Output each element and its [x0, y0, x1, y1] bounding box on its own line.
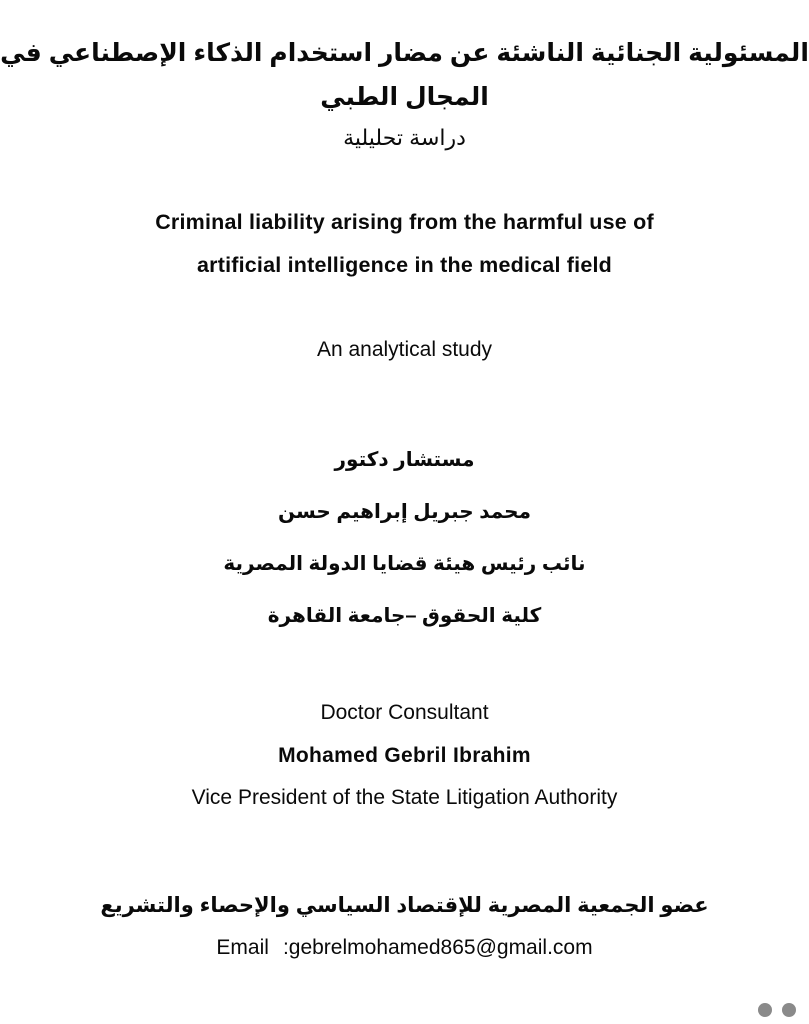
arabic-author-role: نائب رئيس هيئة قضايا الدولة المصرية: [223, 553, 586, 575]
english-author-role: Vice President of the State Litigation Authority: [191, 786, 618, 809]
arabic-title-line-2: المجال الطبي: [320, 83, 489, 111]
page-dot-2-icon[interactable]: [782, 1003, 796, 1017]
english-title-line-2: artificial intelligence in the medical field: [196, 253, 613, 277]
page-dot-1-icon[interactable]: [758, 1003, 772, 1017]
arabic-membership: عضو الجمعية المصرية للإقتصاد السياسي والإحصاء والتشريع: [100, 894, 709, 917]
arabic-author-rank: مستشار دكتور: [334, 449, 475, 471]
arabic-author-faculty: كلية الحقوق –جامعة القاهرة: [267, 605, 542, 627]
arabic-title-line-1: المسئولية الجنائية الناشئة عن مضار استخدام الذكاء الإصطناعي في: [0, 39, 809, 67]
email-line: [0, 936, 809, 960]
arabic-author-name: محمد جبريل إبراهيم حسن: [278, 501, 531, 523]
english-subtitle: An analytical study: [316, 338, 493, 361]
arabic-subtitle: دراسة تحليلية: [343, 125, 466, 150]
english-title-line-1: Criminal liability arising from the harmful use of: [155, 210, 654, 234]
english-author-rank: Doctor Consultant: [320, 701, 489, 724]
email-label: Email: [216, 936, 269, 959]
english-author-name: Mohamed Gebril Ibrahim: [278, 744, 531, 767]
page-indicator: [758, 1003, 796, 1017]
email-address: :gebrelmohamed865@gmail.com: [282, 936, 593, 959]
